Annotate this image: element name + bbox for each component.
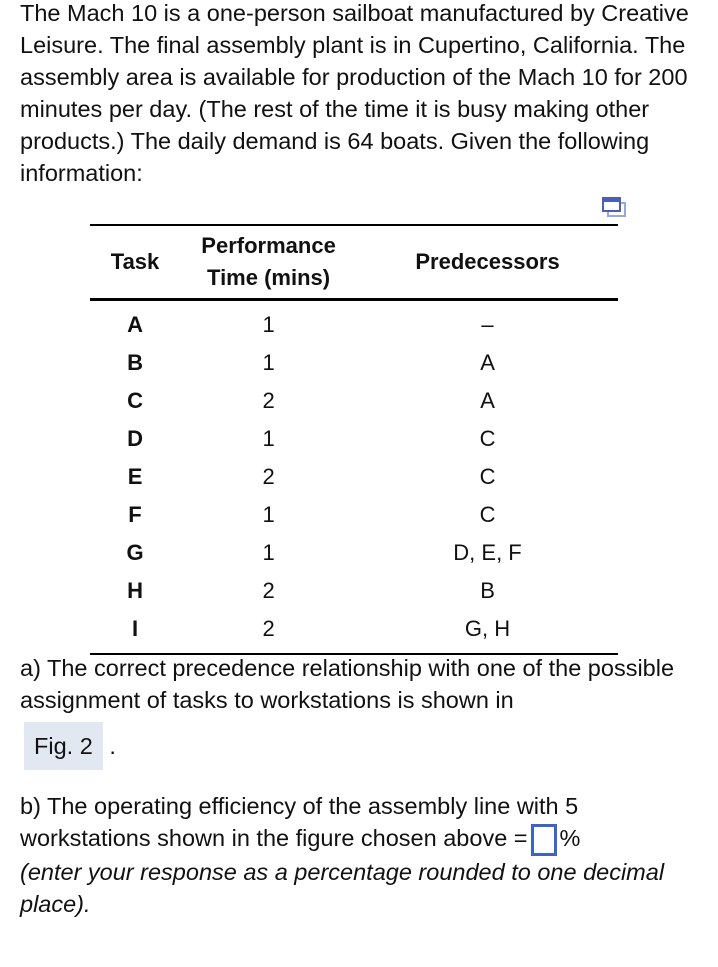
part-a-text: a) The correct precedence relationship with one of the possible assignment of tasks to workstations is shown in <box>20 655 675 713</box>
cell-task: C <box>127 388 143 413</box>
cell-task: B <box>127 350 143 375</box>
cell-time: 1 <box>262 312 275 337</box>
cell-task: E <box>127 464 143 489</box>
cell-pred: C <box>479 426 496 451</box>
cell-time: 1 <box>262 502 275 527</box>
header-predecessors: Predecessors <box>415 249 560 274</box>
part-a <box>20 652 700 770</box>
table-row <box>90 344 618 382</box>
cell-pred: G, H <box>464 616 511 641</box>
answer-hint: (enter your response as a percentage rounded to one decimal place). <box>20 859 665 917</box>
table-row <box>90 382 618 420</box>
task-table <box>90 224 618 655</box>
header-performance-time: Performance Time (mins) <box>201 233 336 290</box>
table-row <box>90 572 618 610</box>
cell-time: 1 <box>262 350 275 375</box>
efficiency-input[interactable] <box>531 824 557 856</box>
cell-task: H <box>127 578 143 603</box>
percent-unit: % <box>559 825 581 851</box>
part-a-suffix: . <box>109 733 116 759</box>
copy-table-icon[interactable] <box>601 196 627 218</box>
cell-time: 2 <box>262 464 275 489</box>
cell-time: 2 <box>262 578 275 603</box>
part-b-text: b) The operating efficiency of the assembly line with 5 workstations shown in the figure chosen above = <box>20 793 579 851</box>
cell-time: 2 <box>262 616 275 641</box>
table-row <box>90 300 618 345</box>
cell-pred: A <box>480 388 495 413</box>
table-row <box>90 534 618 572</box>
cell-task: I <box>131 616 139 641</box>
cell-time: 1 <box>262 426 275 451</box>
header-task: Task <box>110 249 160 274</box>
cell-task: G <box>126 540 144 565</box>
cell-task: D <box>127 426 143 451</box>
cell-pred: B <box>480 578 495 603</box>
cell-task: A <box>127 312 143 337</box>
problem-statement: The Mach 10 is a one-person sailboat manufactured by Creative Leisure. The final assembly plant is in Cupertino, California. The assembly area is available for production of the Mach 10 for 200 minutes per day. (The rest of the time it is busy making other products.) The daily demand is 64 boats. Given the following information: <box>20 0 689 186</box>
part-b <box>20 790 700 920</box>
cell-pred: – <box>481 312 494 337</box>
cell-pred: C <box>479 464 496 489</box>
cell-time: 2 <box>262 388 275 413</box>
figure-dropdown[interactable]: Fig. 2 <box>24 722 103 770</box>
cell-pred: A <box>480 350 495 375</box>
cell-pred: D, E, F <box>453 540 522 565</box>
table-row <box>90 458 618 496</box>
table-row <box>90 496 618 534</box>
cell-time: 1 <box>262 540 275 565</box>
table-row <box>90 420 618 458</box>
table-row <box>90 610 618 654</box>
cell-task: F <box>128 502 142 527</box>
cell-pred: C <box>479 502 496 527</box>
